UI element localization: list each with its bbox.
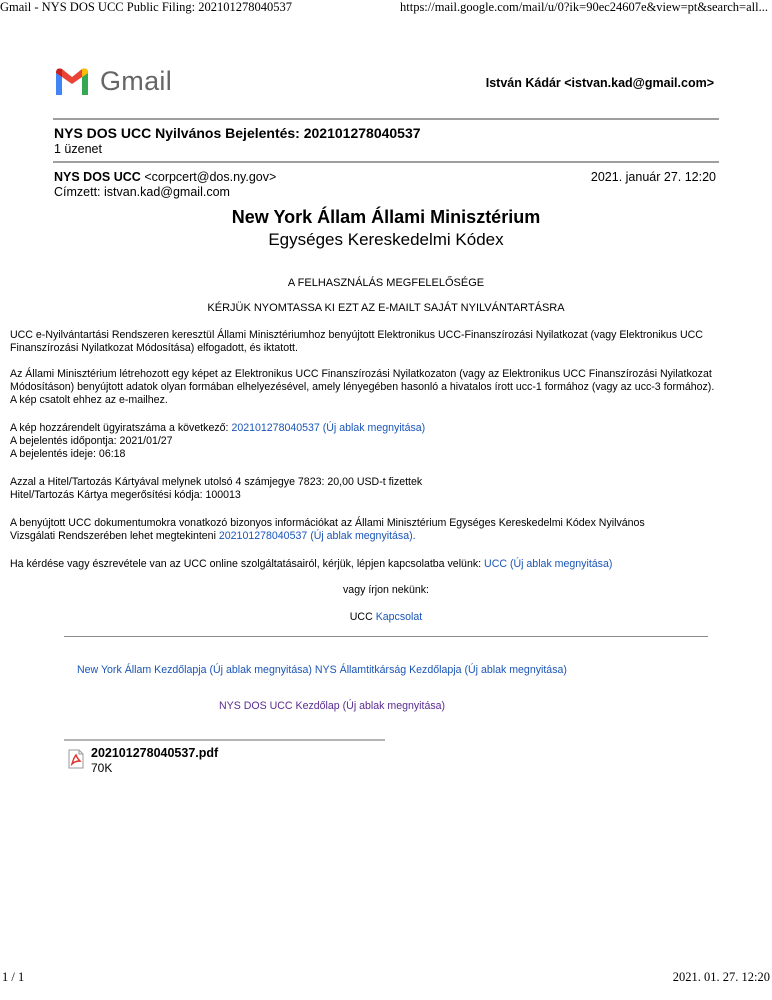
filing-time: A bejelentés ideje: 06:18 (10, 448, 126, 460)
divider (64, 739, 385, 741)
body-heading-primary: New York Állam Állami Minisztérium (231, 207, 541, 227)
contact-prefix: UCC (349, 611, 373, 623)
filing-details (10, 422, 425, 461)
or-write-label: vagy írjon nekünk: (343, 584, 429, 596)
nys-dos-ucc-home-link[interactable]: NYS DOS UCC Kezdőlap (Új ablak megnyitása) (219, 700, 446, 712)
sufficiency-heading: A FELHASZNÁLÁS MEGFELELŐSÉGE (287, 277, 485, 289)
footer-links (77, 664, 567, 677)
paragraph-line: A benyújtott UCC dokumentumokra vonatkozó bizonyos információkat az Állami Minisztérium Egységes Kereskedelmi Kódex Nyilvános (10, 517, 645, 529)
gmail-logo-text: Gmail (100, 66, 173, 96)
print-header-title: Gmail - NYS DOS UCC Public Filing: 202101278040537 (0, 0, 293, 14)
view-text: Vizsgálati Rendszerében lehet megtekinteni (10, 530, 216, 542)
attachment-size: 70K (91, 761, 113, 775)
contact-link[interactable]: Kapcsolat (375, 611, 423, 623)
nys-secretary-home-link[interactable]: NYS Államtitkárság Kezdőlapja (Új ablak megnyitása) (314, 664, 567, 676)
divider (64, 636, 708, 637)
ny-state-home-link[interactable]: New York Állam Kezdőlapja (Új ablak megnyitása) (77, 664, 312, 676)
file-number-line (10, 422, 425, 435)
divider (53, 118, 719, 120)
sender (54, 170, 276, 184)
sender-email: <corpcert@dos.ny.gov> (144, 170, 277, 184)
view-filing-link[interactable]: 202101278040537 (Új ablak megnyitása). (218, 530, 416, 542)
ucc-contact-link[interactable]: UCC (Új ablak megnyitása) (484, 558, 613, 570)
gmail-m-icon (53, 66, 91, 96)
file-number-label: A kép hozzárendelt ügyiratszáma a következő: (10, 422, 229, 434)
divider (53, 161, 719, 163)
paragraph-accepted (10, 329, 703, 355)
questions-line (10, 558, 612, 571)
paragraph-line (10, 530, 645, 543)
view-info (10, 517, 645, 543)
questions-text: Ha kérdése vagy észrevétele van az UCC online szolgáltatásairól, kérjük, lépjen kapcsolatba velünk: (10, 558, 482, 570)
pdf-file-icon (68, 749, 84, 769)
print-header-url: https://mail.google.com/mail/u/0?ik=90ec24607e&view=pt&search=all... (400, 0, 768, 14)
body-heading-secondary: Egységes Kereskedelmi Kódex (268, 230, 504, 249)
auth-code: Hitel/Tartozás Kártya megerősítési kódja: 100013 (10, 489, 241, 501)
contact-line (0, 611, 772, 624)
thread-subject: NYS DOS UCC Nyilvános Bejelentés: 202101278040537 (54, 125, 421, 141)
print-footer-datetime: 2021. 01. 27. 12:20 (672, 970, 770, 984)
payment-details (10, 476, 422, 502)
print-footer-page: 1 / 1 (2, 970, 25, 984)
attachment[interactable] (68, 746, 388, 776)
message-recipient: Címzett: istvan.kad@gmail.com (54, 185, 230, 199)
gmail-logo (53, 66, 173, 98)
file-number-link[interactable]: 202101278040537 (Új ablak megnyitása) (231, 422, 426, 434)
print-notice: KÉRJÜK NYOMTASSA KI EZT AZ E-MAILT SAJÁT NYILVÁNTARTÁSRA (207, 302, 565, 314)
sender-name: NYS DOS UCC (54, 170, 141, 184)
attachment-filename[interactable]: 202101278040537.pdf (91, 746, 219, 760)
paragraph-line: A kép csatolt ehhez az e-mailhez. (10, 394, 168, 406)
account-label: István Kádár <istvan.kad@gmail.com> (485, 76, 714, 90)
paragraph-image-created (10, 368, 714, 407)
paragraph-line: UCC e-Nyilvántartási Rendszeren keresztül Állami Minisztériumhoz benyújtott Elektronikus UCC-Finanszírozási Nyilatkozat (vagy Elektronikus UCC (10, 329, 703, 341)
message-date: 2021. január 27. 12:20 (590, 170, 716, 184)
thread-message-count: 1 üzenet (54, 142, 102, 156)
filing-date: A bejelentés időpontja: 2021/01/27 (10, 435, 173, 447)
paragraph-line: Módosításon) benyújtott adatok olyan formában elhelyezésével, amely lényegében hasonló a hivatalos írott ucc-1 formához (vagy az ucc-3 formához). (10, 381, 715, 393)
paragraph-line: Az Állami Minisztérium létrehozott egy képet az Elektronikus UCC Finanszírozási Nyilatkozaton (vagy az Elektronikus UCC Finanszírozási Nyilatkozat (10, 368, 712, 380)
paragraph-line: Finanszírozási Nyilatkozat Módosítása) elfogadott, és iktatott. (10, 342, 298, 354)
payment-line: Azzal a Hitel/Tartozás Kártyával melynek utolsó 4 számjegye 7823: 20,00 USD-t fizettek (10, 476, 423, 488)
footer-links-secondary (219, 700, 445, 713)
